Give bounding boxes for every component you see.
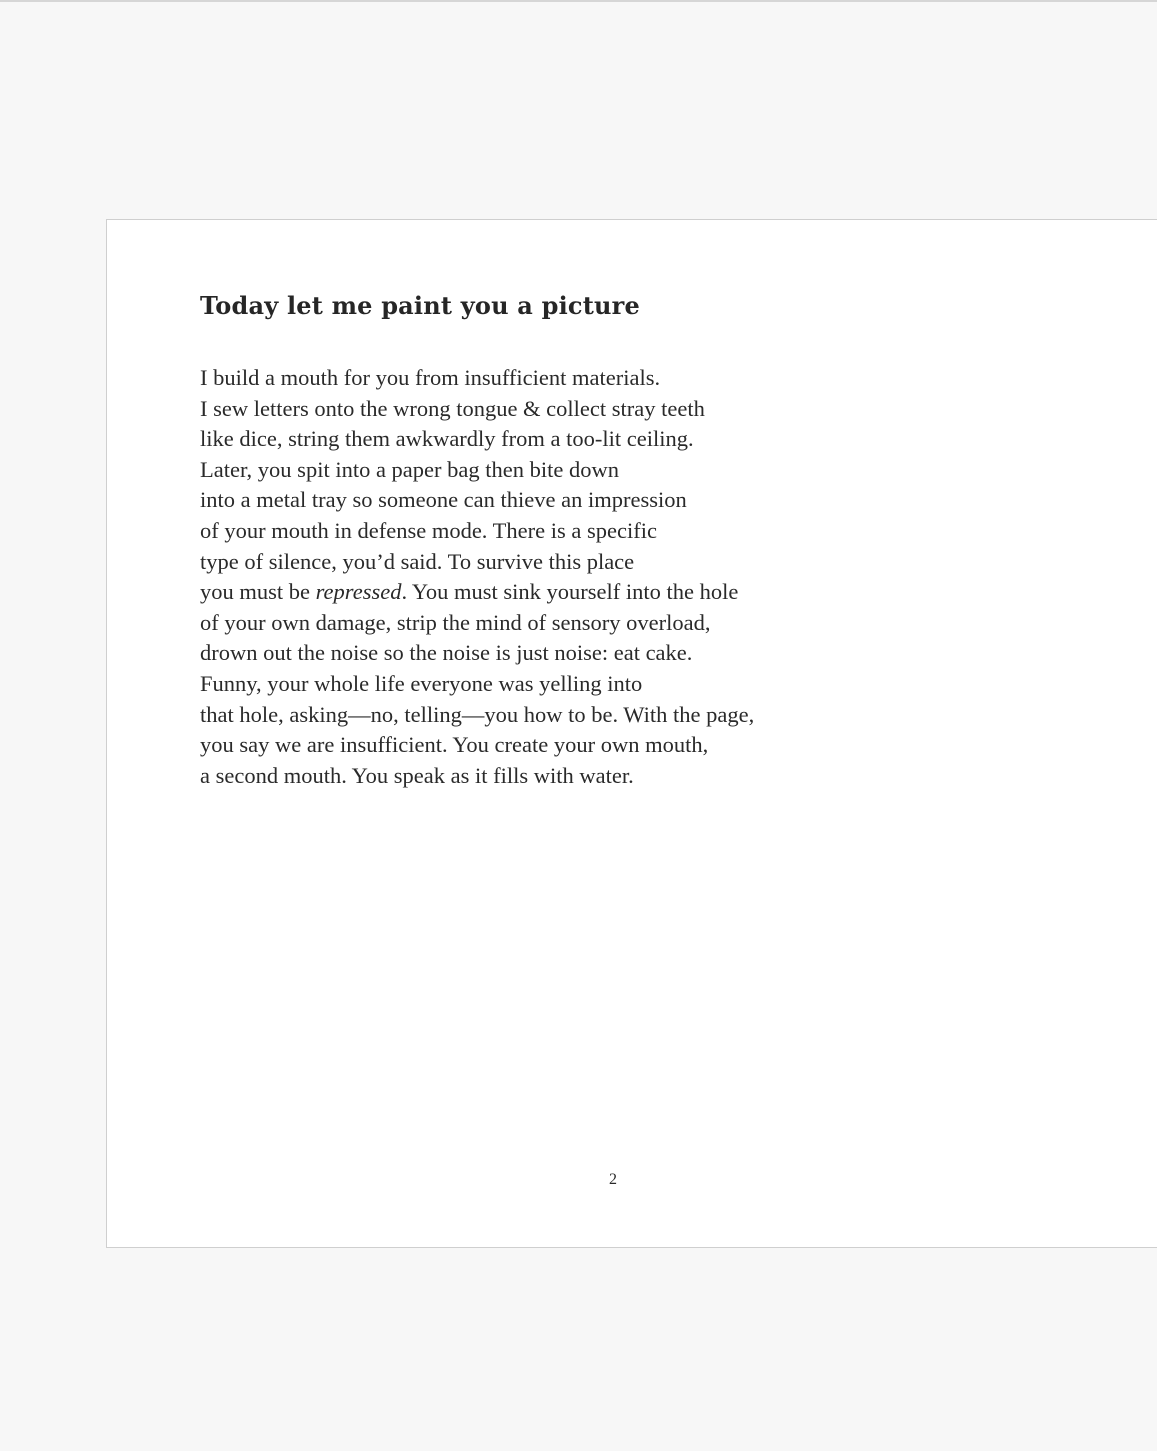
poem-body bbox=[200, 363, 754, 791]
poem-title: Today let me paint you a picture bbox=[200, 291, 640, 320]
poem-line-12: that hole, asking—no, telling—you how to be. With the page, bbox=[200, 701, 755, 727]
poem-line-5: into a metal tray so someone can thieve an impression bbox=[200, 487, 687, 513]
poem-line-8-end: . You must sink yourself into the hole bbox=[401, 579, 739, 605]
poem-line-10: drown out the noise so the noise is just noise: eat cake. bbox=[200, 640, 693, 666]
poem-line-3: like dice, string them awkwardly from a too-lit ceiling. bbox=[200, 426, 694, 452]
poem-line-8 bbox=[200, 577, 754, 608]
poem-line-6: of your mouth in defense mode. There is a specific bbox=[200, 517, 657, 543]
poem-line-14: a second mouth. You speak as it fills with water. bbox=[200, 762, 634, 788]
poem-line-2: I sew letters onto the wrong tongue & collect stray teeth bbox=[200, 395, 705, 421]
poem-line-4: Later, you spit into a paper bag then bite down bbox=[200, 456, 619, 482]
page-number: 2 bbox=[609, 1171, 617, 1188]
document-page bbox=[106, 219, 1157, 1248]
poem-line-1: I build a mouth for you from insufficient materials. bbox=[200, 365, 661, 390]
emphasized-word: repressed bbox=[315, 579, 402, 605]
poem-line-11: Funny, your whole life everyone was yelling into bbox=[200, 670, 643, 696]
poem-line-7: type of silence, you’d said. To survive this place bbox=[200, 548, 635, 574]
poem-line-13: you say we are insufficient. You create your own mouth, bbox=[200, 732, 709, 758]
viewer-top-border bbox=[0, 0, 1157, 2]
poem-line-8-start: you must be bbox=[200, 579, 316, 605]
poem-line-9: of your own damage, strip the mind of sensory overload, bbox=[200, 609, 711, 635]
